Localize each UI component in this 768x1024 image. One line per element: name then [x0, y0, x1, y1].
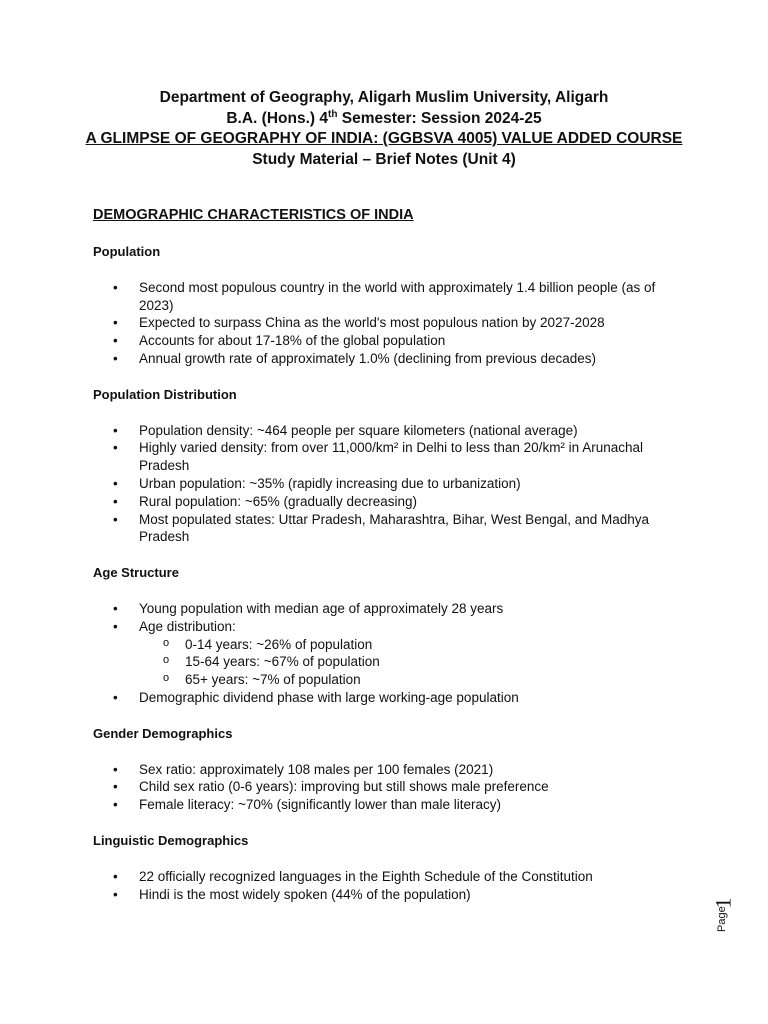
list-item-age-distribution	[93, 618, 693, 689]
header-semester-post: Semester: Session 2024-25	[337, 109, 542, 127]
gender-list	[93, 761, 693, 814]
list-item: • Rural population: ~65% (gradually decreasing)	[93, 493, 693, 511]
header-semester-sup: th	[327, 108, 338, 120]
list-item: • Demographic dividend phase with large working-age population	[93, 689, 693, 707]
section-title-age: Age Structure	[93, 565, 179, 581]
header-study-material: Study Material – Brief Notes (Unit 4)	[252, 150, 516, 168]
list-item: • Highly varied density: from over 11,000/km² in Delhi to less than 20/km² in Arunachal Pradesh	[93, 439, 693, 475]
header-semester-pre: B.A. (Hons.) 4	[226, 109, 328, 127]
sub-list-item: o 15-64 years: ~67% of population	[139, 653, 693, 671]
section-title-distribution: Population Distribution	[93, 386, 237, 402]
page-number-marker	[710, 890, 746, 940]
list-item: • Annual growth rate of approximately 1.0% (declining from previous decades)	[93, 350, 693, 368]
section-title-linguistic: Linguistic Demographics	[93, 832, 249, 848]
sub-list-item: o 65+ years: ~7% of population	[139, 671, 693, 689]
age-list	[93, 600, 693, 707]
section-title-gender: Gender Demographics	[93, 725, 233, 741]
age-sub-list	[139, 636, 693, 689]
list-item: • Female literacy: ~70% (significantly lower than male literacy)	[93, 796, 693, 814]
list-item: • Child sex ratio (0-6 years): improving but still shows male preference	[93, 778, 693, 796]
header-semester	[0, 109, 768, 130]
list-item: • Sex ratio: approximately 108 males per 100 females (2021)	[93, 761, 693, 779]
page-number: 1	[710, 897, 736, 909]
main-heading: DEMOGRAPHIC CHARACTERISTICS OF INDIA	[93, 207, 414, 223]
document-header	[0, 88, 768, 170]
list-item: • Second most populous country in the world with approximately 1.4 billion people (as of 2023)	[93, 279, 693, 315]
list-item: • Hindi is the most widely spoken (44% of the population)	[93, 886, 693, 904]
list-item: • Accounts for about 17-18% of the global population	[93, 332, 693, 350]
list-item: • Population density: ~464 people per square kilometers (national average)	[93, 422, 693, 440]
list-item-label: Age distribution:	[139, 618, 236, 634]
linguistic-list	[93, 868, 693, 904]
document-body	[93, 205, 693, 921]
list-item: • Young population with median age of approximately 28 years	[93, 600, 693, 618]
list-item: • 22 officially recognized languages in the Eighth Schedule of the Constitution	[93, 868, 693, 886]
list-item: • Most populated states: Uttar Pradesh, Maharashtra, Bihar, West Bengal, and Madhya Pradesh	[93, 511, 693, 547]
population-list	[93, 279, 693, 368]
header-course-title: A GLIMPSE OF GEOGRAPHY OF INDIA: (GGBSVA 4005) VALUE ADDED COURSE	[85, 130, 683, 147]
distribution-list	[93, 422, 693, 547]
page-label: Page	[716, 906, 728, 932]
list-item: • Expected to surpass China as the world's most populous nation by 2027-2028	[93, 314, 693, 332]
sub-list-item: o 0-14 years: ~26% of population	[139, 636, 693, 654]
header-department: Department of Geography, Aligarh Muslim University, Aligarh	[159, 89, 609, 106]
section-title-population: Population	[93, 244, 161, 259]
list-item: • Urban population: ~35% (rapidly increasing due to urbanization)	[93, 475, 693, 493]
